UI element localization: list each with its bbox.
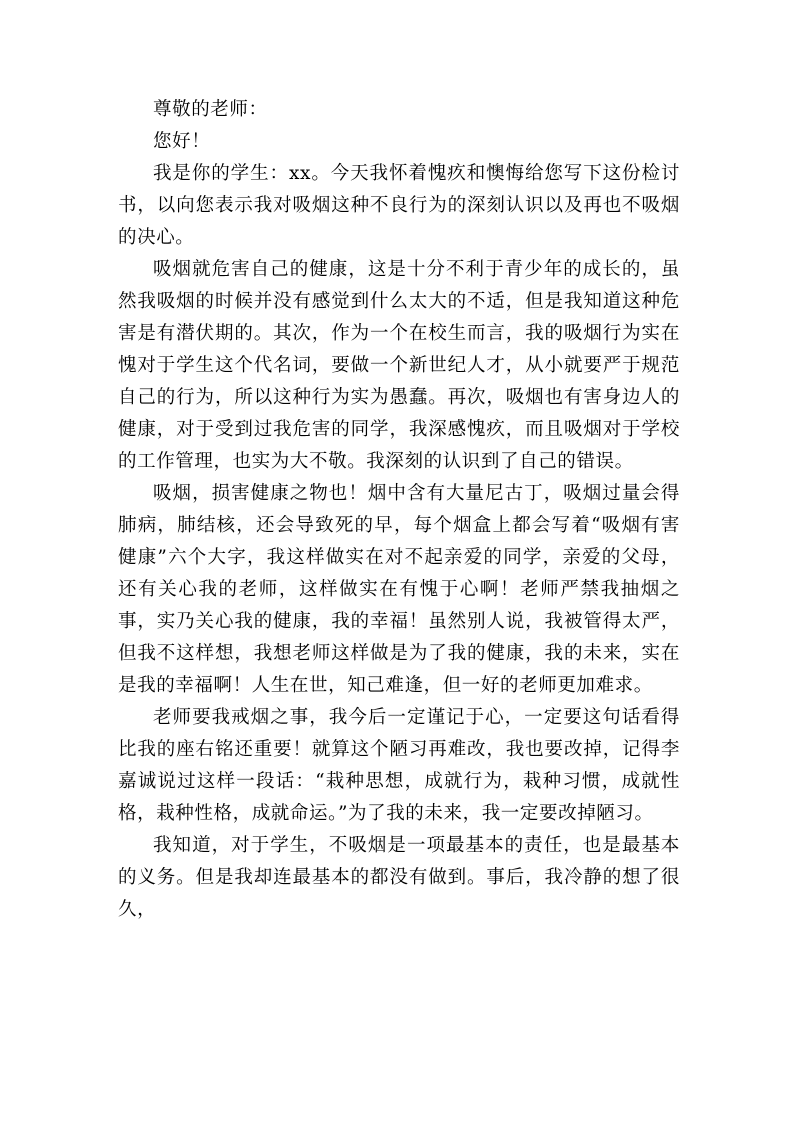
paragraph-responsibility: 我知道，对于学生，不吸烟是一项最基本的责任，也是最基本的义务。但是我却连最基本的都没有做到。事后，我冷静的想了很久， xyxy=(118,835,680,920)
letter-body xyxy=(118,94,680,926)
paragraph-quit-commitment: 老师要我戒烟之事，我今后一定谨记于心，一定要这句话看得比我的座右铭还重要！就算这个陋习再难改，我也要改掉，记得李嘉诚说过这样一段话：“栽种思想，成就行为，栽种习惯，成就性格，栽种性格，成就命运。”为了我的未来，我一定要改掉陋习。 xyxy=(118,707,680,824)
paragraph-smoking-damage: 吸烟，损害健康之物也！烟中含有大量尼古丁，吸烟过量会得肺病，肺结核，还会导致死的早，每个烟盒上都会写着“吸烟有害健康”六个大字，我这样做实在对不起亲爱的同学，亲爱的父母，还有关心我的老师，这样做实在有愧于心啊！老师严禁我抽烟之事，实乃关心我的健康，我的幸福！虽然别人说，我被管得太严，但我不这样想，我想老师这样做是为了我的健康，我的未来，实在是我的幸福啊！人生在世，知己难逢，但一好的老师更加难求。 xyxy=(118,483,680,696)
greeting: 您好！ xyxy=(153,131,211,152)
paragraph-health-harm: 吸烟就危害自己的健康，这是十分不利于青少年的成长的，虽然我吸烟的时候并没有感觉到什么太大的不适，但是我知道这种危害是有潜伏期的。其次，作为一个在校生而言，我的吸烟行为实在愧对于学生这个代名词，要做一个新世纪人才，从小就要严于规范自己的行为，所以这种行为实为愚蠢。再次，吸烟也有害身边人的健康，对于受到过我危害的同学，我深感愧疚，而且吸烟对于学校的工作管理，也实为大不敬。我深刻的认识到了自己的错误。 xyxy=(118,259,680,472)
paragraph-intro: 我是你的学生：xx。今天我怀着愧疚和懊悔给您写下这份检讨书，以向您表示我对吸烟这种不良行为的深刻认识以及再也不吸烟的决心。 xyxy=(118,163,680,248)
salutation: 尊敬的老师： xyxy=(153,99,268,120)
